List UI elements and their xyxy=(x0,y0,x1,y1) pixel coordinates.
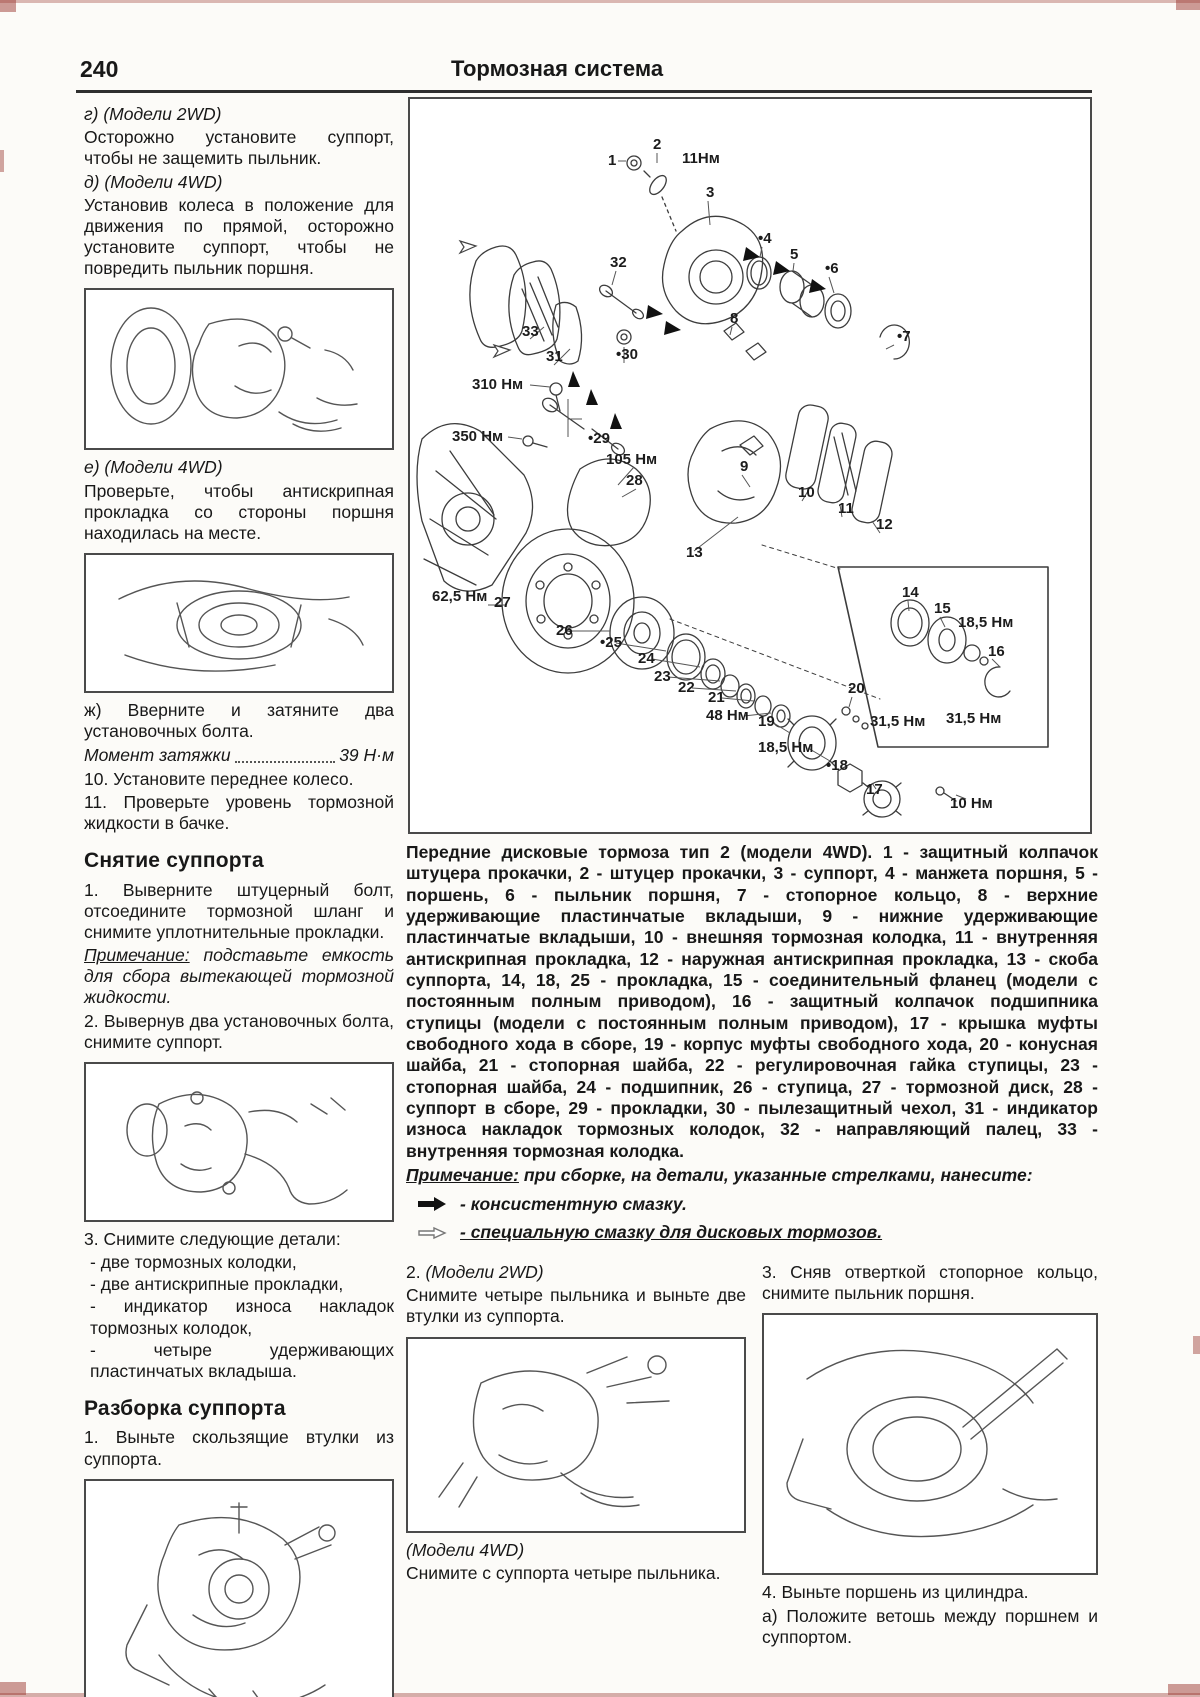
diagram-part-label: •7 xyxy=(897,328,911,345)
diagram-part-label: 1 xyxy=(608,152,617,169)
diagram-part-label: 14 xyxy=(902,584,919,601)
remove-boots-drawing xyxy=(411,1343,741,1527)
scan-artifact-right-edge xyxy=(1193,1336,1200,1354)
paragraph-step2-text: Снимите четыре пыльника и выньте две втулки из суппорта. xyxy=(406,1285,746,1327)
install-caliper-drawing xyxy=(89,294,389,444)
section-heading-disassembly: Разборка суппорта xyxy=(84,1397,286,1421)
list-item: - четыре удерживающих пластинчатых вкладыша. xyxy=(90,1339,394,1381)
diagram-part-label: 5 xyxy=(790,246,799,263)
paragraph-removal-step1: 1. Выверните штуцерный болт, отсоедините тормозной шланг и снимите уплотнительные прокладки. xyxy=(84,879,394,942)
bottom-columns xyxy=(406,1262,1098,1650)
page-title: Тормозная система xyxy=(450,56,664,81)
diagram-part-label: 27 xyxy=(494,594,511,611)
caption-body: 1 - защитный колпачок штуцера прокачки, 2 - штуцер прокачки, 3 - суппорт, 4 - манжета поршня, 5 - поршень, 6 - пыльник поршня, 7 - стопорное кольцо, 8 - верхние удерживающие пластинчатые вкладыши, 9 - нижние удерживающие пластинчатые вкладыши, 10 - внешняя тормозная колодка, 11 - внутренняя антискрипная прокладка, 12 - наружная антискрипная прокладка, 13 - скоба суппорта, 14, 18, 25 - прокладка, 15 - соединительный фланец (модели с постоянным полным приводом), 16 - защитный колпачок подшипника ступицы (модели с постоянным полным приводом), 17 - крышка муфты свободного хода в сборе, 19 - корпус муфты свободного хода, 20 - конусная шайба, 21 - стопорная шайба, 22 - регулировочная гайка ступицы, 23 - стопорная шайба, 24 - подшипник, 26 - ступица, 27 - тормозной диск, 28 - суппорт в сборе, 29 - прокладки, 30 - пылезащитный чехол, 31 - индикатор износа накладок тормозных колодок, 32 - направляющий палец, 33 - внутренняя тормозная колодка. xyxy=(406,842,1099,1161)
paragraph-d-model: д) (Модели 4WD) xyxy=(84,171,223,192)
diagram-caption xyxy=(406,842,1098,1243)
diagram-part-label: 23 xyxy=(654,668,671,685)
caption-note-label: Примечание: xyxy=(406,1165,519,1186)
step2-model: (Модели 2WD) xyxy=(425,1262,544,1282)
note-label: Примечание: xyxy=(84,945,190,966)
diagram-part-label: 310 Нм xyxy=(472,376,524,393)
caption-note-text: при сборке, на детали, указанные стрелками, нанесите: xyxy=(518,1165,1033,1186)
legend-text: - консистентную смазку. xyxy=(460,1193,687,1214)
figure-check-shim xyxy=(84,553,394,693)
diagram-part-label: 10 Нм xyxy=(950,795,993,812)
caption-paragraph xyxy=(406,842,1098,1162)
bottom-right-column xyxy=(762,1262,1098,1650)
diagram-part-label: •29 xyxy=(588,430,610,447)
legend-row-disc-grease xyxy=(418,1222,1098,1243)
diagram-part-label: 31,5 Нм xyxy=(870,713,926,730)
scan-artifact-top-right xyxy=(1176,0,1200,10)
paragraph-step4-text: 4. Выньте поршень из цилиндра. xyxy=(762,1582,1029,1603)
diagram-part-label: 31,5 Нм xyxy=(946,710,1002,727)
legend-text: - специальную смазку для дисковых тормозов. xyxy=(460,1221,883,1242)
paragraph-removal-step2: 2. Вывернув два установочных болта, снимите суппорт. xyxy=(84,1010,394,1052)
scan-artifact-top-left xyxy=(0,0,16,12)
paragraph-g-model: г) (Модели 2WD) xyxy=(84,104,222,124)
paragraph-zh-text: ж) Вверните и затяните два установочных болта. xyxy=(84,700,394,742)
paragraph-step4a-text: а) Положите ветошь между поршнем и суппортом. xyxy=(762,1605,1098,1647)
diagram-part-label: •25 xyxy=(600,634,622,651)
paragraph-d-text: Установив колеса в положение для движения по прямой, осторожно установите суппорт, чтобы не повредить пыльник поршня. xyxy=(84,194,394,279)
diagram-part-label: 16 xyxy=(988,643,1005,660)
exploded-diagram xyxy=(408,97,1092,834)
paragraph-g-text: Осторожно установите суппорт, чтобы не защемить пыльник. xyxy=(84,127,394,169)
diagram-part-label: 28 xyxy=(626,472,643,489)
scan-artifact-bottom-left xyxy=(0,1682,26,1695)
paragraph-step10: 10. Установите переднее колесо. xyxy=(84,768,354,789)
paragraph-4wd-model: (Модели 4WD) xyxy=(406,1539,525,1560)
paragraph-4wd-text: Снимите с суппорта четыре пыльника. xyxy=(406,1562,721,1583)
figure-remove-boots xyxy=(406,1337,746,1533)
diagram-part-label: •4 xyxy=(758,230,772,247)
paragraph-step3-text: 3. Сняв отверткой стопорное кольцо, снимите пыльник поршня. xyxy=(762,1262,1098,1304)
caption-note xyxy=(406,1165,1098,1186)
diagram-part-label: 62,5 Нм xyxy=(432,588,488,605)
header-rule xyxy=(76,90,1092,93)
diagram-part-label: 10 xyxy=(798,484,815,501)
list-item: - две тормозных колодки, xyxy=(90,1252,297,1273)
paragraph-e-model: е) (Модели 4WD) xyxy=(84,457,223,478)
scan-artifact-left-edge xyxy=(0,150,4,172)
diagram-part-label: •6 xyxy=(825,260,839,277)
torque-value: 39 Н·м xyxy=(339,745,394,766)
diagram-part-label: •30 xyxy=(616,346,638,363)
diagram-part-label: 13 xyxy=(686,544,703,561)
diagram-part-label: 15 xyxy=(934,600,951,617)
diagram-part-label: 26 xyxy=(556,622,573,639)
torque-spec xyxy=(84,745,394,766)
paragraph-disassembly-step1: 1. Выньте скользящие втулки из суппорта. xyxy=(84,1427,394,1469)
bottom-middle-column xyxy=(406,1262,746,1650)
diagram-part-label: 48 Нм xyxy=(706,707,749,724)
diagram-part-label: 32 xyxy=(610,254,627,271)
disc-grease-arrow-icons xyxy=(460,241,510,357)
note-text: подставьте емкость для сбора вытекающей тормозной жидкости. xyxy=(84,945,394,1008)
diagram-part-label: 24 xyxy=(638,650,655,667)
diagram-part-label: 11 xyxy=(838,500,854,517)
diagram-part-label: 18,5 Нм xyxy=(758,739,814,756)
torque-label: Момент затяжки xyxy=(84,745,231,766)
remove-caliper-drawing xyxy=(89,1068,389,1216)
paragraph-step2-model xyxy=(406,1262,746,1283)
figure-install-caliper xyxy=(84,288,394,450)
paragraph-step11: 11. Проверьте уровень тормозной жидкости в бачке. xyxy=(84,791,394,833)
outline-arrow-icon xyxy=(418,1226,448,1240)
paragraph-removal-note xyxy=(84,945,394,1009)
left-column xyxy=(84,104,394,1697)
page-number: 240 xyxy=(80,56,119,82)
caption-title: Передние дисковые тормоза тип 2 (модели 4WD). xyxy=(406,842,873,862)
diagram-part-label: 22 xyxy=(678,679,695,696)
diagram-part-label: 31 xyxy=(546,348,563,365)
filled-arrow-icon xyxy=(418,1197,448,1211)
figure-remove-caliper xyxy=(84,1062,394,1222)
diagram-part-label: 18,5 Нм xyxy=(958,614,1014,631)
list-item: - индикатор износа накладок тормозных колодок, xyxy=(90,1296,394,1338)
exploded-parts-drawing xyxy=(410,99,1090,832)
diagram-part-label: 20 xyxy=(848,680,865,697)
pry-boot-drawing xyxy=(767,1319,1093,1569)
paragraph-removal-step3: 3. Снимите следующие детали: xyxy=(84,1228,341,1249)
figure-pry-boot xyxy=(762,1313,1098,1575)
diagram-part-label: 2 xyxy=(653,136,662,153)
check-shim-drawing xyxy=(89,559,389,687)
slide-bushings-drawing xyxy=(89,1485,389,1697)
section-heading-removal: Снятие суппорта xyxy=(84,849,264,873)
diagram-labels xyxy=(432,136,1013,812)
diagram-part-label: 8 xyxy=(730,310,739,327)
dotted-leader xyxy=(235,761,336,763)
scan-artifact-bottom-right xyxy=(1168,1684,1200,1695)
diagram-part-label: 33 xyxy=(522,323,539,340)
diagram-part-label: 11Нм xyxy=(682,150,720,167)
diagram-part-label: 19 xyxy=(758,713,775,730)
grease-arrow-icons xyxy=(568,247,826,429)
diagram-part-label: 17 xyxy=(866,781,883,798)
list-item: - две антискрипные прокладки, xyxy=(90,1274,344,1295)
diagram-part-label: 21 xyxy=(708,689,725,706)
diagram-part-label: 12 xyxy=(876,516,893,533)
step2-number: 2. xyxy=(406,1262,421,1282)
diagram-part-label: 350 Нм xyxy=(452,428,504,445)
scan-artifact-top-edge xyxy=(0,0,1200,3)
diagram-part-label: 105 Нм xyxy=(606,451,658,468)
diagram-part-label: •18 xyxy=(826,757,848,774)
legend-row-grease xyxy=(418,1194,1098,1215)
figure-slide-bushings xyxy=(84,1479,394,1697)
paragraph-e-text: Проверьте, чтобы антискрипная прокладка со стороны поршня находилась на месте. xyxy=(84,480,394,543)
diagram-part-label: 9 xyxy=(740,458,749,475)
diagram-part-label: 3 xyxy=(706,184,715,201)
